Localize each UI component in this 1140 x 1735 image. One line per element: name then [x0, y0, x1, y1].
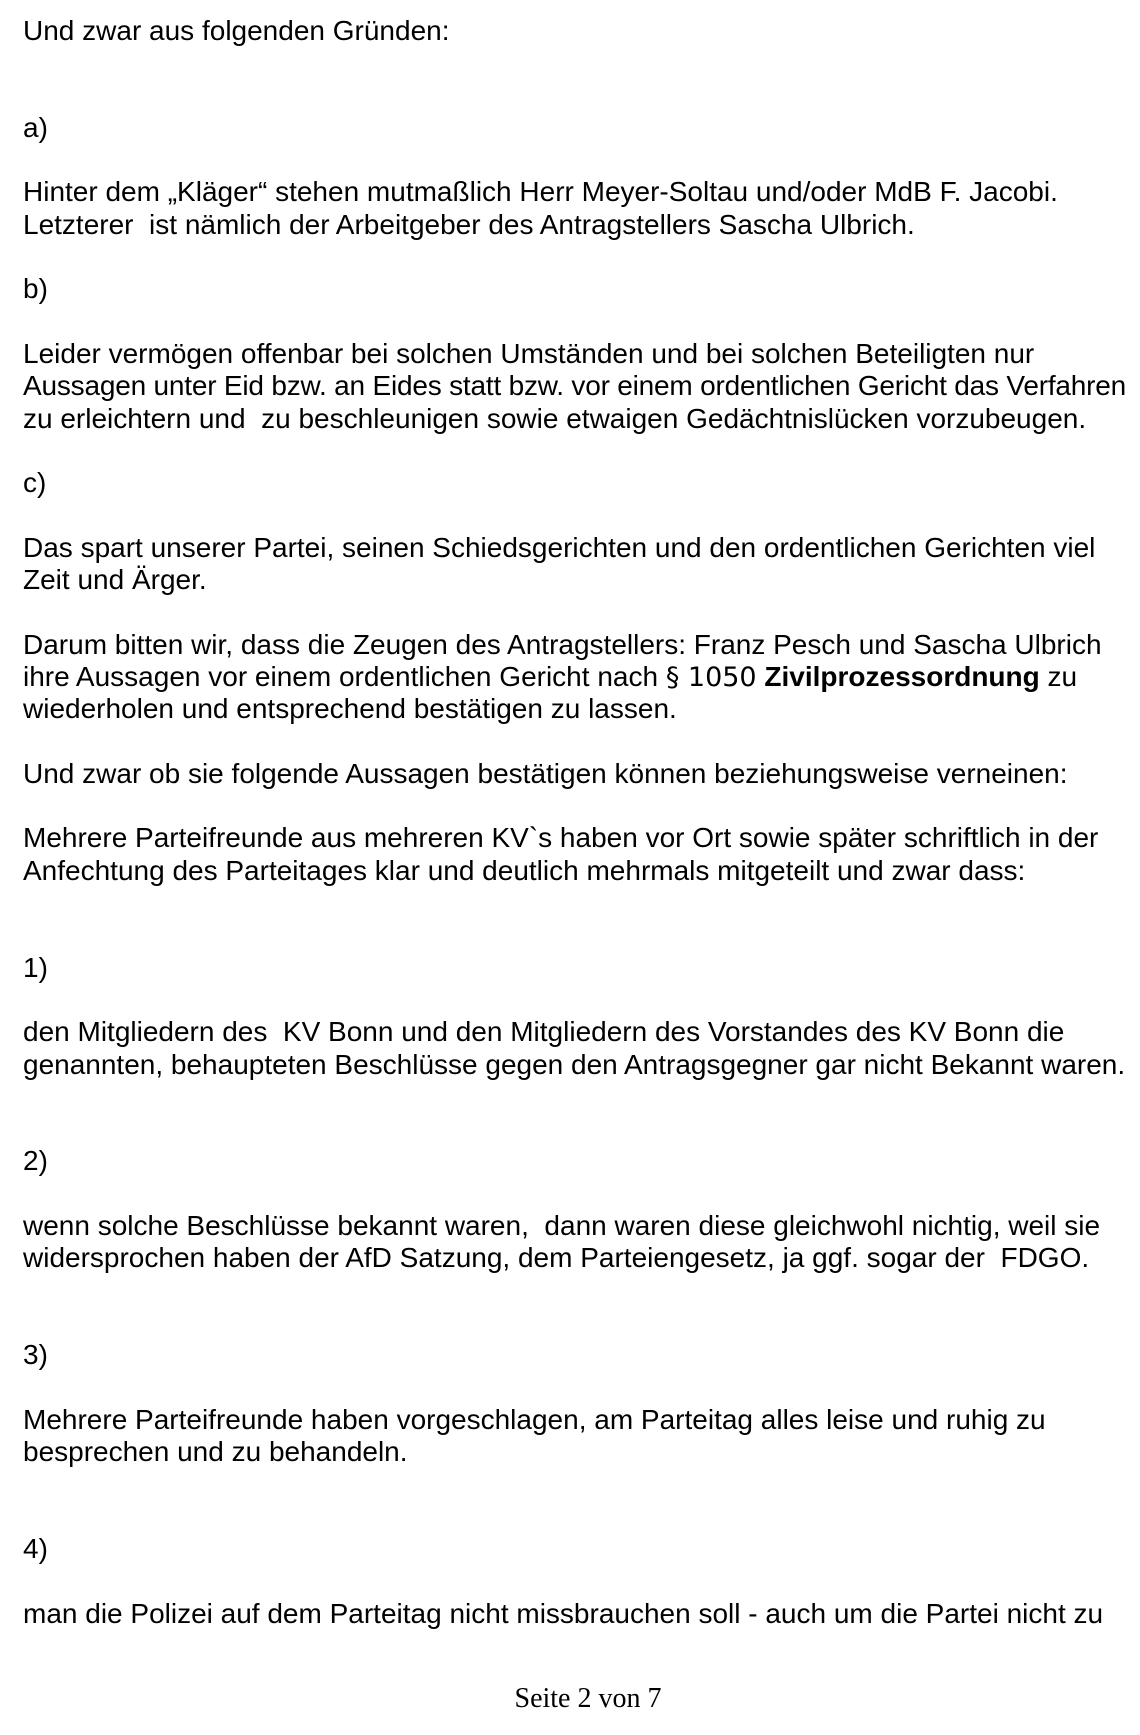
witness-request-line-2-end: zu: [1039, 660, 1078, 692]
point-4: [23, 1533, 1140, 1630]
point-3-label: 3): [23, 1339, 48, 1371]
page-number: Seite 2 von 7: [514, 1683, 662, 1714]
point-1-line-1: den Mitgliedern des KV Bonn und den Mitgliedern des Vorstandes des KV Bonn die: [23, 1016, 1065, 1048]
reason-b-line-3: zu erleichtern und zu beschleunigen sowie etwaigen Gedächtnislücken vorzubeugen.: [23, 402, 1087, 434]
reason-b-label: b): [23, 273, 48, 305]
reason-c: [23, 467, 1140, 596]
statement-intro-line-2: Anfechtung des Parteitages klar und deutlich mehrmals mitgeteilt und zwar dass:: [23, 854, 1026, 886]
statement-intro-line-1: Mehrere Parteifreunde aus mehreren KV`s haben vor Ort sowie später schriftlich in der: [23, 822, 1099, 854]
witness-request: [23, 629, 1140, 726]
point-4-line-1: man die Polizei auf dem Parteitag nicht missbrauchen soll - auch um die Partei nicht zu: [23, 1597, 1104, 1629]
document-body: [23, 15, 1140, 1630]
reason-b-line-1: Leider vermögen offenbar bei solchen Umständen und bei solchen Beteiligten nur: [23, 337, 1035, 369]
point-2-line-2: widersprochen haben der AfD Satzung, dem Parteiengesetz, ja ggf. sogar der FDGO.: [23, 1242, 1090, 1274]
law-paragraph-reference: § 1050: [665, 661, 757, 693]
reason-a-line-2: Letzterer ist nämlich der Arbeitgeber des Antragstellers Sascha Ulbrich.: [23, 208, 915, 240]
witness-request-line-1: Darum bitten wir, dass die Zeugen des Antragstellers: Franz Pesch und Sascha Ulbrich: [23, 628, 1102, 660]
reason-a-label: a): [23, 111, 48, 143]
point-3-line-1: Mehrere Parteifreunde haben vorgeschlagen, am Parteitag alles leise und ruhig zu: [23, 1403, 1046, 1435]
point-1-line-2: genannten, behaupteten Beschlüsse gegen den Antragsgegner gar nicht Bekannt waren.: [23, 1048, 1126, 1080]
intro-text: Und zwar aus folgenden Gründen:: [23, 15, 450, 46]
point-3: [23, 1339, 1140, 1468]
reason-b-line-2: Aussagen unter Eid bzw. an Eides statt bzw. vor einem ordentlichen Gericht das Verfahren: [23, 370, 1127, 402]
reason-a: [23, 112, 1140, 241]
reason-c-line-1: Das spart unserer Partei, seinen Schiedsgerichten und den ordentlichen Gerichten viel: [23, 531, 1096, 563]
point-2-line-1: wenn solche Beschlüsse bekannt waren, dann waren diese gleichwohl nichtig, weil sie: [23, 1209, 1101, 1241]
reason-c-label: c): [23, 467, 47, 499]
witness-request-line-3: wiederholen und entsprechend bestätigen zu lassen.: [23, 693, 677, 725]
statement-intro: [23, 822, 1140, 887]
reason-c-line-2: Zeit und Ärger.: [23, 564, 207, 596]
witness-request-line-2-start: ihre Aussagen vor einem ordentlichen Gericht nach: [23, 660, 666, 692]
question-text: Und zwar ob sie folgende Aussagen bestätigen können beziehungsweise verneinen:: [23, 757, 1068, 789]
point-2: [23, 1145, 1140, 1274]
point-1-label: 1): [23, 951, 48, 983]
point-1: [23, 952, 1140, 1081]
witness-request-line-2: [23, 661, 1140, 693]
law-name: Zivilprozessordnung: [764, 660, 1040, 692]
point-3-line-2: besprechen und zu behandeln.: [23, 1436, 408, 1468]
reason-a-line-1: Hinter dem „Kläger“ stehen mutmaßlich Herr Meyer-Soltau und/oder MdB F. Jacobi.: [23, 176, 1058, 208]
point-2-label: 2): [23, 1145, 48, 1177]
reason-b: [23, 273, 1140, 434]
point-4-label: 4): [23, 1532, 48, 1564]
